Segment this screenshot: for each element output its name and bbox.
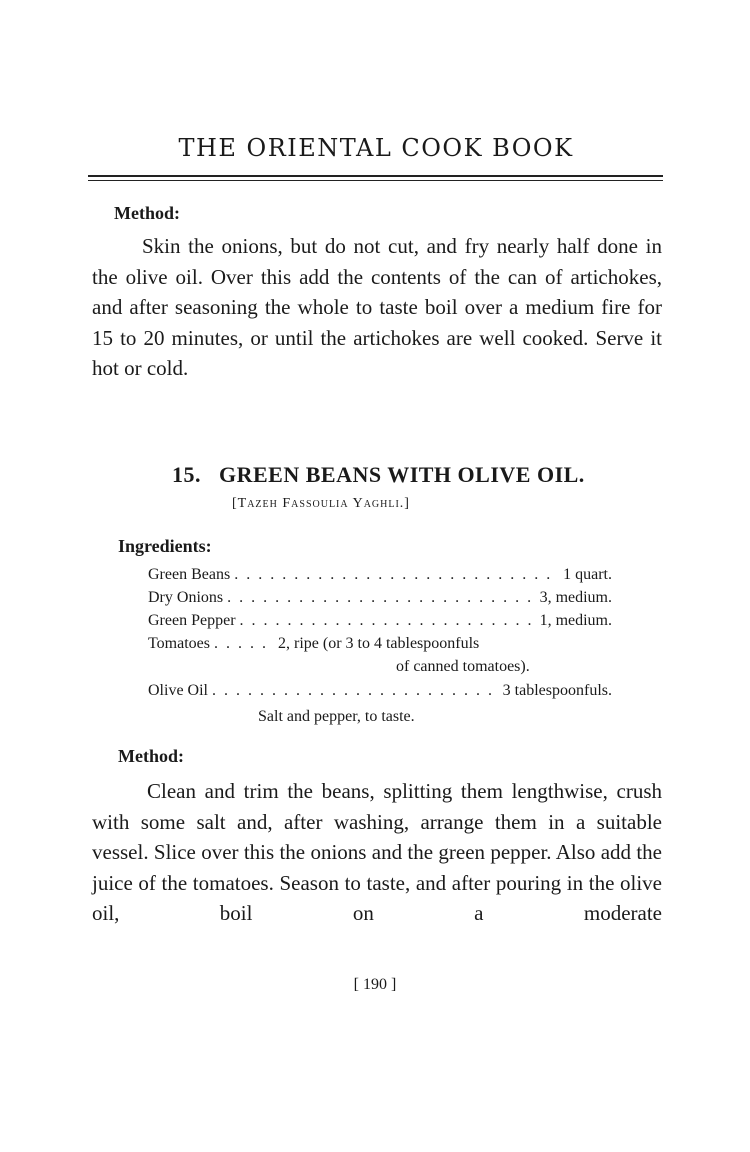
ingredient-name: Olive Oil (148, 682, 208, 699)
recipe-number: 15. (172, 462, 201, 487)
ingredient-quantity: 3 tablespoonfuls. (502, 682, 612, 699)
dot-leader (212, 682, 499, 700)
seasoning-line: Salt and pepper, to taste. (258, 708, 415, 725)
ingredient-quantity: 2, ripe (or 3 to 4 tablespoonfuls (277, 635, 480, 652)
ingredient-quantity: 1 quart. (563, 566, 612, 583)
ingredient-name: Tomatoes (148, 635, 210, 652)
ingredient-name: Green Pepper (148, 612, 236, 629)
ingredient-name: Dry Onions (148, 589, 224, 606)
ingredient-quantity: 3, medium. (539, 589, 612, 606)
method-label: Method: (118, 746, 184, 766)
header-rule-thick (88, 175, 663, 177)
method-label-previous: Method: (114, 203, 180, 223)
ingredient-row (148, 566, 612, 588)
method-paragraph: Clean and trim the beans, splitting them lengthwise, crush with some salt and, after washing, arrange them in a suitable vessel. Slice over this the onions and the green pepper. Also add the juice of the tomatoes. Season to taste, and after pouring in the olive oil, boil on a moderate (92, 779, 662, 925)
dot-leader (240, 612, 536, 630)
dot-leader (234, 566, 559, 584)
method-paragraph-previous: Skin the onions, but do not cut, and fry nearly half done in the olive oil. Over this add the contents of the can of artichokes, and after seasoning the whole to taste boil over a medium fire for 15 to 20 minutes, or until the artichokes are well cooked. Serve it hot or cold. (92, 234, 662, 380)
recipe-title: GREEN BEANS WITH OLIVE OIL. (219, 462, 585, 487)
recipe-heading (172, 462, 585, 488)
dot-leader (227, 589, 535, 607)
ingredient-name: Green Beans (148, 566, 231, 583)
ingredient-continuation: of canned tomatoes). (396, 658, 530, 675)
page-number: [ 190 ] (353, 976, 397, 993)
ingredient-row (148, 589, 612, 611)
dot-leader (214, 635, 274, 653)
ingredients-label: Ingredients: (118, 536, 212, 556)
recipe-subtitle: [Tazeh Fassoulia Yaghli.] (232, 496, 410, 511)
header-rule-thin (88, 180, 663, 181)
running-head-title: THE ORIENTAL COOK BOOK (178, 134, 574, 162)
ingredient-quantity: 1, medium. (539, 612, 612, 629)
ingredient-row (148, 682, 612, 704)
ingredient-row (148, 635, 612, 657)
ingredient-row (148, 612, 612, 634)
